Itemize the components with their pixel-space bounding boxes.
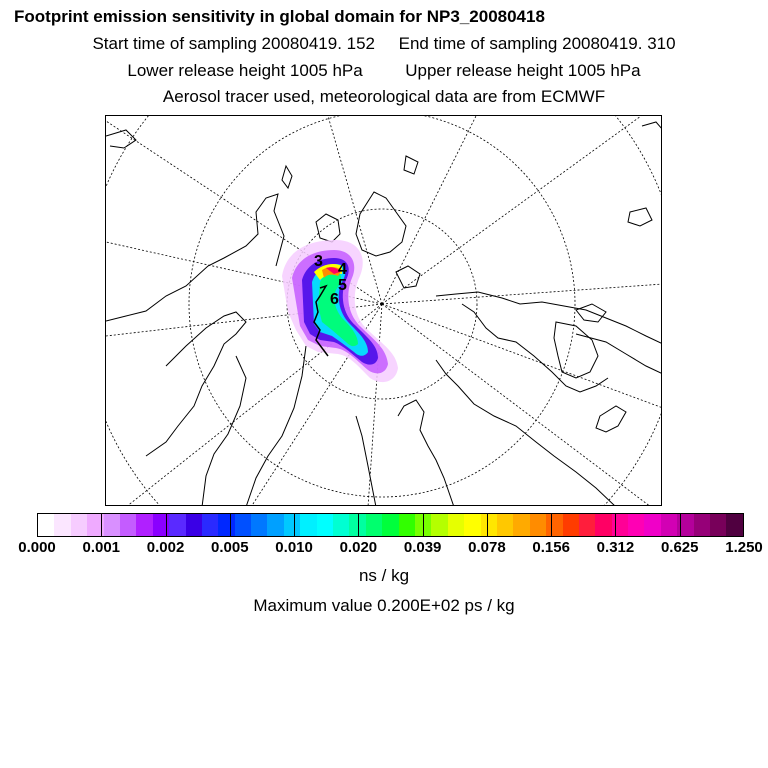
colorbar-segment bbox=[644, 514, 660, 536]
lower-release-text: Lower release height 1005 hPa bbox=[127, 61, 363, 80]
colorbar-segment bbox=[448, 514, 464, 536]
colorbar-segment bbox=[54, 514, 70, 536]
colorbar-segment bbox=[366, 514, 382, 536]
colorbar-segment bbox=[694, 514, 710, 536]
colorbar-tick-label: 1.250 bbox=[725, 539, 763, 556]
colorbar-segment bbox=[218, 514, 234, 536]
aerosol-info-text: Aerosol tracer used, meteorological data are from ECMWF bbox=[162, 87, 606, 106]
colorbar-segment bbox=[530, 514, 546, 536]
colorbar-segment bbox=[284, 514, 300, 536]
trajectory-label: 4 bbox=[338, 261, 347, 278]
upper-release-text: Upper release height 1005 hPa bbox=[405, 61, 641, 80]
colorbar-segment bbox=[595, 514, 611, 536]
colorbar-segment bbox=[661, 514, 677, 536]
colorbar bbox=[37, 513, 744, 537]
colorbar-divider bbox=[680, 513, 681, 537]
colorbar-divider bbox=[423, 513, 424, 537]
colorbar-tick-label: 0.020 bbox=[339, 539, 378, 556]
polar-map-svg bbox=[106, 116, 662, 506]
colorbar-segment bbox=[300, 514, 316, 536]
colorbar-divider bbox=[230, 513, 231, 537]
colorbar-segment bbox=[464, 514, 480, 536]
colorbar-tick-label: 0.010 bbox=[275, 539, 313, 556]
latitude-circle-middle bbox=[189, 116, 575, 497]
colorbar-divider bbox=[615, 513, 616, 537]
trajectory-label: 6 bbox=[330, 291, 339, 308]
colorbar-segment bbox=[38, 514, 54, 536]
colorbar-segment bbox=[563, 514, 579, 536]
colorbar-segment bbox=[202, 514, 218, 536]
colorbar-tick-label: 0.001 bbox=[82, 539, 121, 556]
colorbar-segment bbox=[481, 514, 497, 536]
colorbar-divider bbox=[166, 513, 167, 537]
colorbar-segment bbox=[382, 514, 398, 536]
latitude-circles bbox=[106, 116, 662, 506]
colorbar-tick-label: 0.625 bbox=[660, 539, 699, 556]
start-time-text: Start time of sampling 20080419. 152 bbox=[92, 34, 376, 53]
latitude-circle-outer bbox=[106, 116, 662, 506]
colorbar-tick-label: 0.005 bbox=[211, 539, 249, 556]
colorbar-divider bbox=[294, 513, 295, 537]
colorbar-segment bbox=[235, 514, 251, 536]
colorbar-tick-label: 0.002 bbox=[146, 539, 185, 556]
colorbar-tick-label: 0.078 bbox=[468, 539, 506, 556]
colorbar-segment bbox=[628, 514, 644, 536]
colorbar-divider bbox=[487, 513, 488, 537]
colorbar-segment bbox=[710, 514, 726, 536]
colorbar-tick-label: 0.312 bbox=[596, 539, 635, 556]
colorbar-tick-label: 0.156 bbox=[532, 539, 570, 556]
colorbar-segment bbox=[431, 514, 447, 536]
colorbar-segment bbox=[497, 514, 513, 536]
colorbar-segment bbox=[71, 514, 87, 536]
colorbar-segment bbox=[317, 514, 333, 536]
end-time-text: End time of sampling 20080419. 310 bbox=[398, 34, 676, 53]
colorbar-segment bbox=[267, 514, 283, 536]
release-heights-line bbox=[0, 61, 768, 81]
colorbar-segment bbox=[333, 514, 349, 536]
colorbar-segment bbox=[169, 514, 185, 536]
colorbar-divider bbox=[358, 513, 359, 537]
colorbar-divider bbox=[101, 513, 102, 537]
colorbar-segment bbox=[513, 514, 529, 536]
trajectory-label: 5 bbox=[338, 277, 347, 294]
colorbar-divider bbox=[551, 513, 552, 537]
meridian-lines bbox=[106, 116, 662, 506]
maximum-value-text: Maximum value 0.200E+02 ps / kg bbox=[253, 596, 515, 615]
plot-title: Footprint emission sensitivity in global domain for NP3_20080418 bbox=[14, 7, 545, 26]
trajectory-label: 3 bbox=[314, 253, 323, 270]
colorbar-segment bbox=[120, 514, 136, 536]
colorbar-segment bbox=[186, 514, 202, 536]
colorbar-segment bbox=[153, 514, 169, 536]
colorbar-tick-label: 0.000 bbox=[18, 539, 56, 556]
colorbar-segment bbox=[612, 514, 628, 536]
colorbar-segment bbox=[399, 514, 415, 536]
colorbar-segment bbox=[546, 514, 562, 536]
colorbar-segment bbox=[251, 514, 267, 536]
polar-map-panel bbox=[105, 115, 662, 506]
colorbar-segment bbox=[104, 514, 120, 536]
colorbar-segment bbox=[579, 514, 595, 536]
sampling-times-line bbox=[0, 34, 768, 54]
colorbar-segment bbox=[136, 514, 152, 536]
colorbar-segment bbox=[726, 514, 742, 536]
colorbar-tick-label: 0.039 bbox=[403, 539, 442, 556]
colorbar-units: ns / kg bbox=[358, 566, 410, 585]
